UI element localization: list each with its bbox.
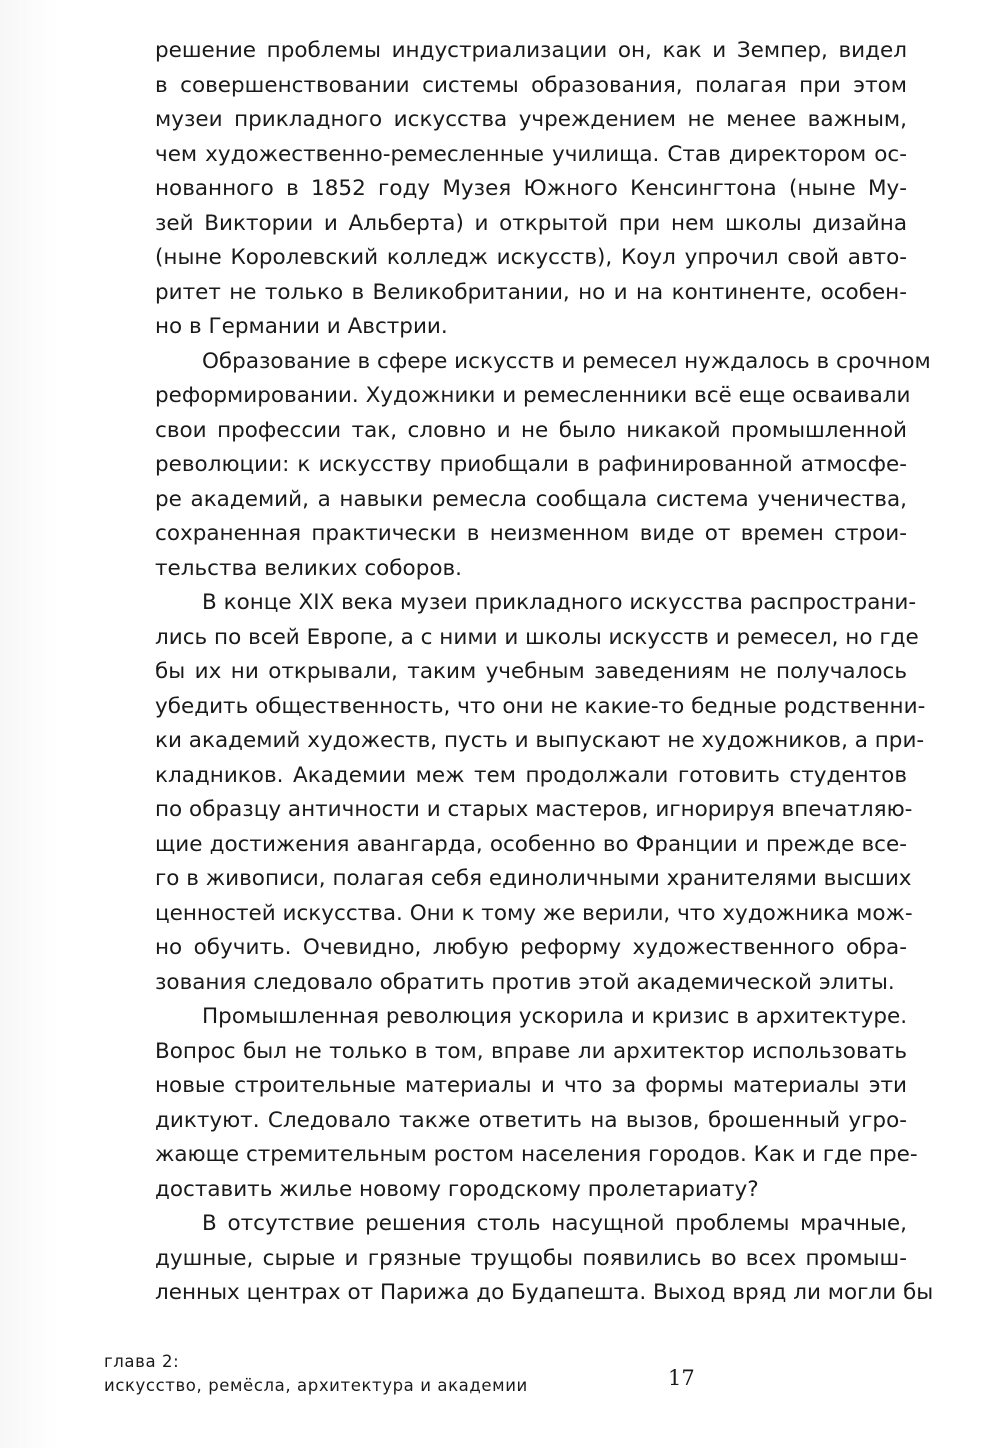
text-line: доставить жилье новому городскому пролетариату? [155,1176,759,1202]
text-line: ленных центрах от Парижа до Будапешта. Выход вряд ли могли бы [155,1280,934,1305]
text-line: музеи прикладного искусства учреждением не менее важным, [155,107,907,132]
text-line: В конце XIX века музеи прикладного искусства распространи- [202,590,917,615]
chapter-label: глава 2: [104,1352,180,1371]
text-line: душные, сырые и грязные трущобы появились во всех промыш- [155,1245,907,1271]
text-line: го в живописи, полагая себя единоличными хранителями высших [155,866,912,891]
text-line: революции: к искусству приобщали в рафинированной атмосфе- [155,452,907,477]
text-line: В отсутствие решения столь насущной проблемы мрачные, [202,1211,907,1236]
text-line: убедить общественность, что они не какие-то бедные родственни- [155,693,926,719]
text-line: по образцу античности и старых мастеров, игнорируя впечатляю- [155,797,913,822]
running-footer [104,1350,724,1398]
text-line: зей Виктории и Альберта) и открытой при нем школы дизайна [155,210,907,236]
text-line: тельства великих соборов. [155,555,463,581]
chapter-title: искусство, ремёсла, архитектура и академии [104,1376,528,1395]
text-line: (ныне Королевский колледж искусств), Коул упрочил свой авто- [155,245,907,270]
text-line: диктуют. Следовало также ответить на вызов, брошенный угро- [155,1107,907,1133]
text-line: Вопрос был не только в том, вправе ли архитектор использовать [155,1038,907,1064]
text-line: решение проблемы индустриализации он, как и Земпер, видел [155,38,907,63]
text-line: лись по всей Европе, а с ними и школы искусств и ремесел, но где [155,624,919,650]
text-line: но в Германии и Австрии. [155,314,448,339]
text-line: зования следовало обратить против этой академической элиты. [155,969,895,995]
page-edge-shadow [0,0,60,1448]
text-line: щие достижения авангарда, особенно во Франции и прежде все- [155,831,907,857]
text-line: реформировании. Художники и ремесленники всё еще осваивали [155,383,911,408]
text-line: ре академий, а навыки ремесла сообщала система ученичества, [155,486,907,512]
text-line: сохраненная практически в неизменном виде от времен строи- [155,521,907,546]
text-line: но обучить. Очевидно, любую реформу художественного обра- [155,935,907,960]
text-line: ценностей искусства. Они к тому же верили, что художника мож- [155,900,913,926]
text-line: ритет не только в Великобритании, но и на континенте, особен- [155,279,907,305]
text-line: чем художественно-ремесленные училища. Став директором ос- [155,141,907,167]
body-text [155,34,934,1311]
text-line: бы их ни открывали, таким учебным заведениям не получалось [155,659,907,684]
text-line: ки академий художеств, пусть и выпускают не художников, а при- [155,728,925,753]
text-line: жающе стремительным ростом населения городов. Как и где пре- [155,1142,918,1167]
page-number: 17 [668,1366,695,1390]
text-line: свои профессии так, словно и не было никакой промышленной [155,417,907,443]
text-line: Промышленная революция ускорила и кризис в архитектуре. [202,1004,908,1029]
text-line: Образование в сфере искусств и ремесел нуждалось в срочном [202,348,931,374]
text-line: новые строительные материалы и что за формы материалы эти [155,1073,907,1098]
text-line: в совершенствовании системы образования, полагая при этом [155,72,907,98]
text-line: кладников. Академии меж тем продолжали готовить студентов [155,762,907,788]
text-line: нованного в 1852 году Музея Южного Кенсингтона (ныне Му- [155,176,907,201]
